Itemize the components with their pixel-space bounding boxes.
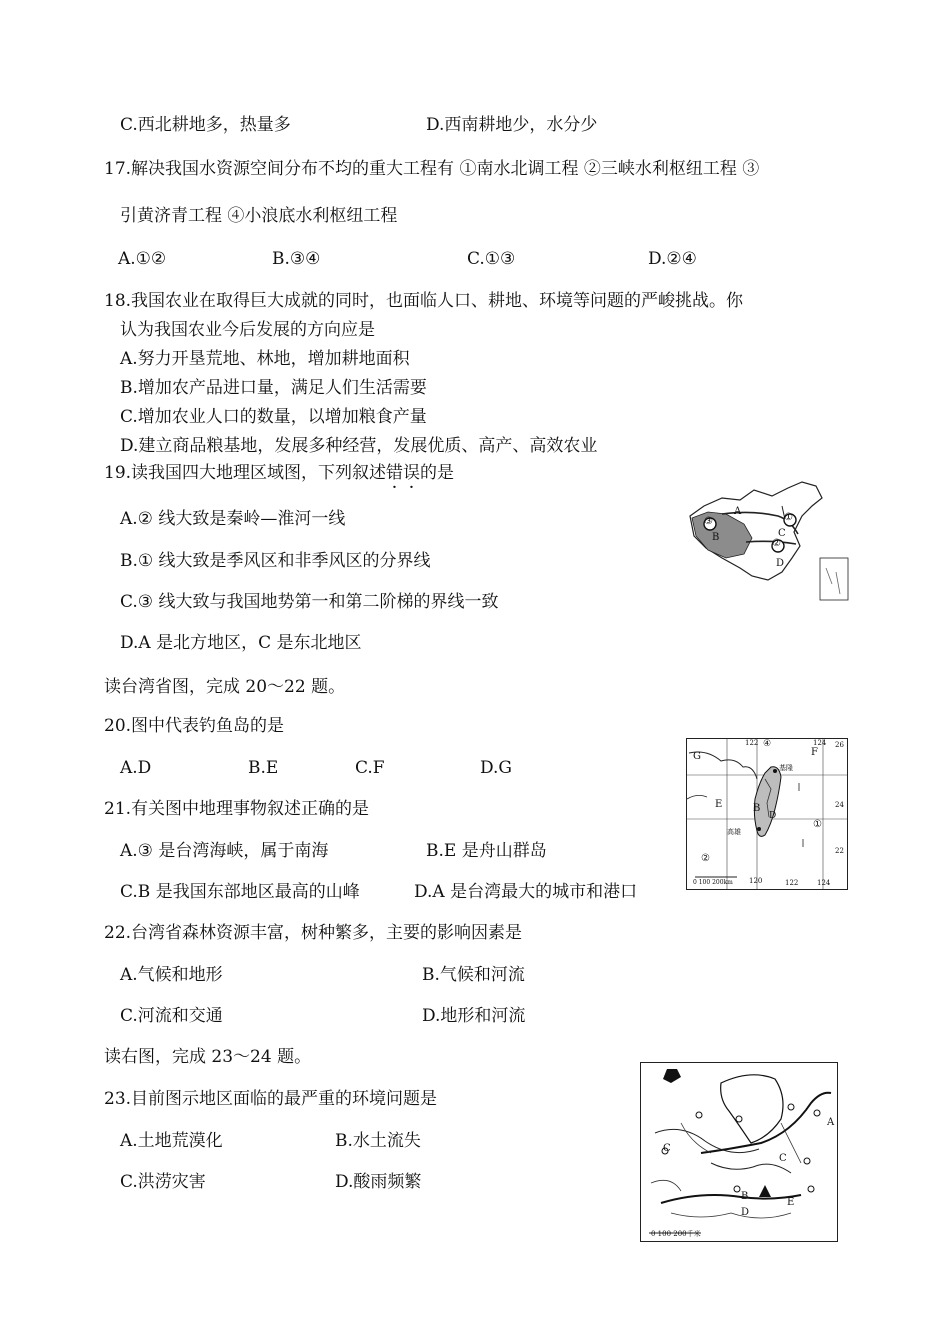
china-map-label-a: A [734, 506, 742, 517]
taiwan-tick-122-bottom: 122 [785, 879, 799, 887]
q21-option-a: A.③ 是台湾海峡，属于南海 [120, 841, 329, 861]
q20-option-b: B.E [248, 758, 279, 778]
q22-option-d: D.地形和河流 [422, 1006, 526, 1026]
loess-label-e: E [787, 1197, 795, 1208]
q17-option-a: A.①② [118, 249, 167, 269]
q18-option-b: B.增加农产品进口量，满足人们生活需要 [120, 378, 427, 398]
taiwan-label-f: F [811, 747, 818, 758]
taiwan-tick-124-bottom: 124 [817, 879, 831, 887]
china-map-label-n3: ③ [704, 516, 713, 527]
q17-stem-line1: 17.解决我国水资源空间分布不均的重大工程有 ①南水北调工程 ②三峡水利枢纽工程 ③ [104, 159, 760, 179]
q19-option-c: C.③ 线大致与我国地势第一和第二阶梯的界线一致 [120, 592, 499, 612]
q21-option-c: C.B 是我国东部地区最高的山峰 [120, 882, 360, 902]
q20-option-d: D.G [480, 758, 513, 778]
q23-option-d: D.酸雨频繁 [335, 1172, 422, 1192]
q18-option-d: D.建立商品粮基地，发展多种经营，发展优质、高产、高效农业 [120, 436, 598, 456]
q23-option-a: A.土地荒漠化 [120, 1131, 223, 1151]
loess-label-c-west: C [663, 1143, 671, 1154]
china-map-label-d: D [776, 558, 785, 569]
q22-stem: 22.台湾省森林资源丰富，树种繁多，主要的影响因素是 [104, 923, 523, 943]
q22-option-b: B.气候和河流 [422, 965, 525, 985]
intro-23-24: 读右图，完成 23～24 题。 [104, 1047, 312, 1067]
q19-stem-post: 的是 [420, 463, 455, 483]
taiwan-tick-26: 26 [835, 741, 844, 749]
taiwan-label-d: D [769, 811, 777, 821]
taiwan-tick-122-top: 122 [745, 739, 759, 747]
q23-stem: 23.目前图示地区面临的最严重的环境问题是 [104, 1089, 438, 1109]
taiwan-label-n4: ④ [763, 739, 772, 749]
q20-option-a: A.D [120, 758, 152, 778]
q17-option-d: D.②④ [648, 249, 697, 269]
q21-option-b: B.E 是舟山群岛 [426, 841, 547, 861]
taiwan-scale-bar: 0 100 200km [693, 879, 733, 886]
q17-option-c: C.①③ [467, 249, 516, 269]
china-map-label-n2: ② [772, 538, 781, 549]
q17-option-b: B.③④ [272, 249, 321, 269]
q22-option-c: C.河流和交通 [120, 1006, 223, 1026]
q18-stem-line1: 18.我国农业在取得巨大成就的同时，也面临人口、耕地、环境等问题的严峻挑战。你 [104, 291, 744, 311]
taiwan-label-gaoxiong: 高雄 [727, 828, 741, 836]
q20-stem: 20.图中代表钓鱼岛的是 [104, 716, 285, 736]
taiwan-label-b: B [753, 803, 761, 814]
q18-option-c: C.增加农业人口的数量，以增加粮食产量 [120, 407, 427, 427]
q19-option-b: B.① 线大致是季风区和非季风区的分界线 [120, 551, 431, 571]
q19-stem-pre: 19.读我国四大地理区域图，下列叙述 [104, 463, 387, 483]
q17-stem-line2: 引黄济青工程 ④小浪底水利枢纽工程 [120, 206, 398, 226]
q23-option-b: B.水土流失 [335, 1131, 421, 1151]
q19-option-a: A.② 线大致是秦岭—淮河一线 [120, 509, 346, 529]
q18-option-a: A.努力开垦荒地、林地，增加耕地面积 [120, 349, 410, 369]
q19-stem-emph-2: 误 [403, 463, 421, 483]
loess-label-d: D [741, 1207, 750, 1218]
q19-stem [104, 462, 454, 484]
china-regions-map [682, 476, 852, 604]
taiwan-map [686, 738, 848, 890]
taiwan-label-n1: ① [813, 819, 822, 830]
q19-option-d: D.A 是北方地区，C 是东北地区 [120, 633, 362, 653]
loess-scale-bar: 0 100 200千米 [651, 1230, 701, 1238]
china-map-label-b: B [712, 532, 720, 543]
china-map-label-n1: ① [784, 512, 793, 523]
q22-option-a: A.气候和地形 [120, 965, 223, 985]
q19-stem-emph-1: 错 [386, 463, 404, 483]
taiwan-tick-24: 24 [835, 801, 844, 809]
option-c-prev: C.西北耕地多，热量多 [120, 115, 291, 135]
loess-label-a: A [827, 1117, 835, 1128]
taiwan-label-e: E [715, 799, 723, 810]
q21-stem: 21.有关图中地理事物叙述正确的是 [104, 799, 370, 819]
taiwan-label-jilong: 基隆 [779, 764, 793, 772]
loess-label-c-east: C [779, 1153, 787, 1164]
q18-stem-line2: 认为我国农业今后发展的方向应是 [120, 320, 375, 340]
intro-20-22: 读台湾省图，完成 20～22 题。 [104, 677, 346, 697]
option-d-prev: D.西南耕地少，水分少 [426, 115, 598, 135]
taiwan-label-g: G [693, 751, 701, 762]
taiwan-label-n2: ② [701, 853, 710, 864]
loess-label-b: B [741, 1191, 749, 1202]
taiwan-tick-22: 22 [835, 847, 844, 855]
q21-option-d: D.A 是台湾最大的城市和港口 [414, 882, 638, 902]
taiwan-tick-120: 120 [749, 877, 763, 885]
china-map-svg [682, 476, 852, 604]
q20-option-c: C.F [355, 758, 385, 778]
q23-option-c: C.洪涝灾害 [120, 1172, 206, 1192]
china-map-label-c: C [778, 528, 786, 539]
loess-plateau-map [640, 1062, 838, 1242]
taiwan-map-svg [687, 739, 847, 889]
taiwan-tick-124-top: 124 [813, 739, 827, 747]
